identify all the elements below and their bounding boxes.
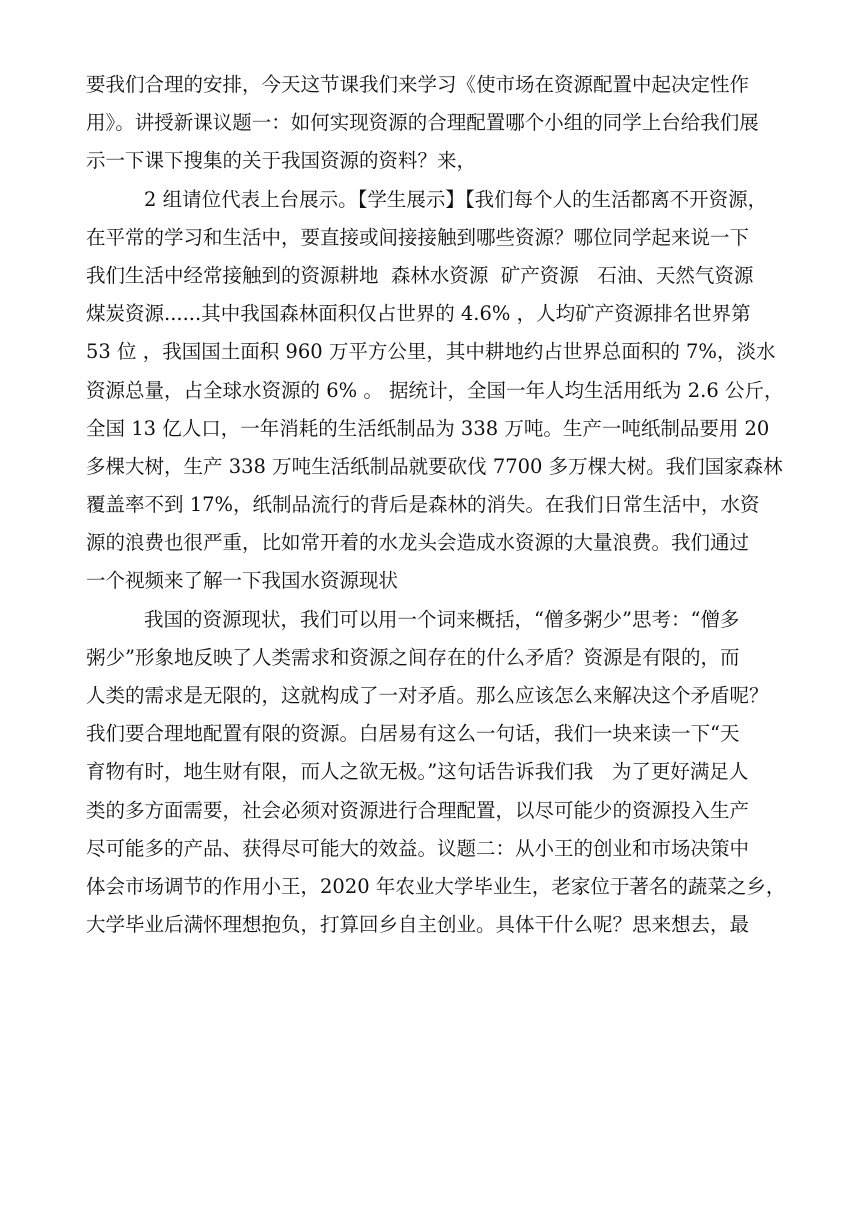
text-line: 煤炭资源......其中我国森林面积仅占世界的 4.6% ，人均矿产资源排名世界第 <box>86 302 751 326</box>
text-line: 覆盖率不到 17%，纸制品流行的背后是森林的消失。在我们日常生活中，水资 <box>86 493 760 517</box>
text-line: 2 组请位代表上台展示。【学生展示】【我们每个人的生活都离不开资源， <box>144 187 768 211</box>
text-line: 育物有时，地生财有限，而人之欲无极。”这句话告诉我们我 为了更好满足人 <box>86 760 749 784</box>
text-line: 53 位 ，我国国土面积 960 万平方公里，其中耕地约占世界总面积的 7%，淡水 <box>86 340 776 364</box>
text-line: 示一下课下搜集的关于我国资源的资料？来， <box>86 149 477 173</box>
text-line: 体会市场调节的作用小王，2020 年农业大学毕业生，老家位于著名的蔬菜之乡， <box>86 874 786 898</box>
text-line: 多棵大树，生产 338 万吨生活纸制品就要砍伐 7700 多万棵大树。我们国家森林 <box>86 454 783 478</box>
body-text <box>86 66 786 944</box>
text-line: 粥少”形象地反映了人类需求和资源之间存在的什么矛盾？资源是有限的，而 <box>86 645 740 669</box>
text-line: 我们要合理地配置有限的资源。白居易有这么一句话，我们一块来读一下“天 <box>86 722 740 746</box>
text-line: 人类的需求是无限的，这就构成了一对矛盾。那么应该怎么来解决这个矛盾呢？ <box>86 684 769 707</box>
text-line: 要我们合理的安排，今天这节课我们来学习《使市场在资源配置中起决定性作 <box>86 73 750 96</box>
text-line: 一个视频来了解一下我国水资源现状 <box>86 569 399 593</box>
text-line: 大学毕业后满怀理想抱负，打算回乡自主创业。具体干什么呢？思来想去，最 <box>86 913 750 937</box>
text-line: 我们生活中经常接触到的资源耕地 森林水资源 矿产资源 石油、天然气资源 <box>86 263 754 287</box>
text-line: 类的多方面需要，社会必须对资源进行合理配置，以尽可能少的资源投入生产 <box>86 798 750 822</box>
text-line: 源的浪费也很严重，比如常开着的水龙头会造成水资源的大量浪费。我们通过 <box>86 531 750 555</box>
text-line: 用》。讲授新课议题一：如何实现资源的合理配置哪个小组的同学上台给我们展 <box>86 111 759 135</box>
text-line: 尽可能多的产品、获得尽可能大的效益。议题二：从小王的创业和市场决策中 <box>86 836 750 860</box>
text-line: 全国 13 亿人口，一年消耗的生活纸制品为 338 万吨。生产一吨纸制品要用 20 <box>86 416 770 440</box>
text-line: 我国的资源现状，我们可以用一个词来概括，“僧多粥少”思考：“僧多 <box>144 607 740 631</box>
text-line: 在平常的学习和生活中，要直接或间接接触到哪些资源？哪位同学起来说一下 <box>86 225 750 249</box>
text-line: 资源总量，占全球水资源的 6% 。 据统计，全国一年人均生活用纸为 2.6 公斤， <box>86 378 784 402</box>
